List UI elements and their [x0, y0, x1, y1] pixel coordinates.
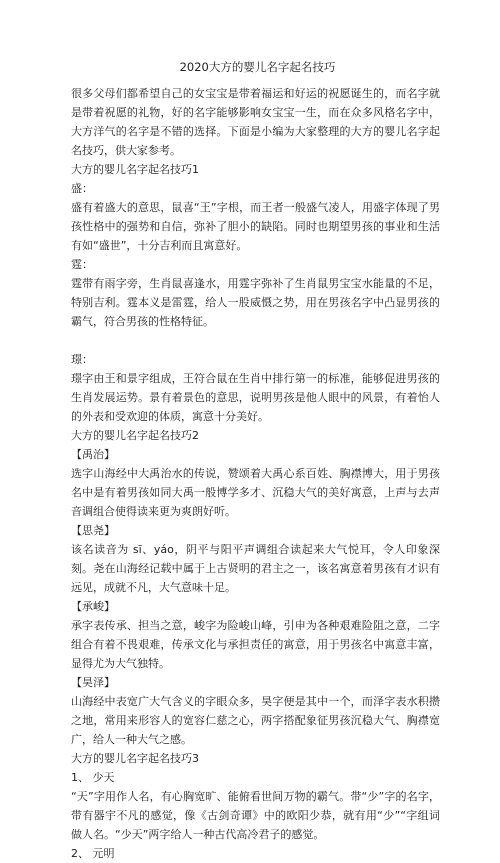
list-item-heading: 2、 元明 [71, 847, 115, 860]
intro-paragraph: 很多父母们都希望自己的女宝宝是带着福运和好运的祝愿诞生的，而名字就是带着祝愿的礼物，好的名字能够影响女宝宝一生，而在众多风格名字中，大方洋气的名字是不错的选择。下面是小编为大家整理的大方的婴儿名字起名技巧，供大家参考。 [71, 87, 440, 157]
name-heading: 【思尧】 [71, 524, 115, 537]
name-description: 选字山海经中大禹治水的传说，赞颂着大禹心系百姓、胸襟博大，用于男孩名中是有着男孩如同大禹一般博学多才、沉稳大气的美好寓意，上声与去声音调组合使得读来更为爽朗好听。 [71, 467, 440, 518]
name-description: 该名读音为 sī、yáo，阴平与阳平声调组合读起来大气悦耳，令人印象深刻。尧在山海经记载中属于上古贤明的君主之一，该名寓意着男孩有才识有远见，成就不凡，大气意味十足。 [71, 543, 440, 594]
name-heading: 【禹治】 [71, 448, 115, 461]
blank-line [71, 331, 440, 350]
section-heading: 大方的婴儿名字起名技巧3 [71, 752, 199, 765]
name-description: 霆带有雨字旁，生肖鼠喜逢水，用霆字弥补了生肖鼠男宝宝水能量的不足，特别吉利。霆本义是雷霆，给人一股威慑之势，用在男孩名字中凸显男孩的霸气，符合男孩的性格特征。 [71, 277, 440, 328]
name-description: 山海经中表宽广大气含义的字眼众多，昊字便是其中一个，而泽字表水积攒之地，常用来形容人的宽容仁慈之心，两字搭配象征男孩沉稳大气、胸襟宽广，给人一种大气之感。 [71, 695, 440, 746]
name-heading: 【承峻】 [71, 600, 115, 613]
document-title: 2020大方的婴儿名字起名技巧 [179, 60, 336, 74]
list-item-heading: 1、 少天 [71, 771, 115, 784]
name-heading: 霆： [71, 258, 93, 271]
name-heading: 璟： [71, 353, 93, 366]
name-heading: 【昊泽】 [71, 676, 115, 689]
name-description: “天”字用作人名，有心胸宽旷、能俯看世间万物的霸气。带“少”字的名字，带有器宇不凡的感觉，像《古剑奇谭》中的欧阳少恭，就有用“少”“字组词做人名。“少天”两字给人一种古代高冷君子的感觉。 [71, 790, 440, 841]
name-description: 承字表传承、担当之意，峻字为险峻山峰，引申为各种艰难险阻之意，二字组合有着不畏艰难，传承文化与承担责任的寓意，用于男孩名中寓意丰富，显得尤为大气独特。 [71, 619, 440, 670]
name-description: 盛有着盛大的意思，鼠喜“王”字根，而王者一般盛气凌人，用盛字体现了男孩性格中的强势和自信，弥补了胆小的缺陷。同时也期望男孩的事业和生活有如“盛世”，十分吉利而且寓意好。 [71, 201, 440, 252]
name-description: 璟字由王和景字组成，王符合鼠在生肖中排行第一的标准，能够促进男孩的生肖发展运势。景有着景色的意思，说明男孩是他人眼中的风景，有着怡人的外表和受欢迎的体质，寓意十分美好。 [71, 372, 440, 423]
section-heading: 大方的婴儿名字起名技巧1 [71, 163, 199, 176]
name-heading: 盛： [71, 182, 93, 195]
section-heading: 大方的婴儿名字起名技巧2 [71, 429, 199, 442]
